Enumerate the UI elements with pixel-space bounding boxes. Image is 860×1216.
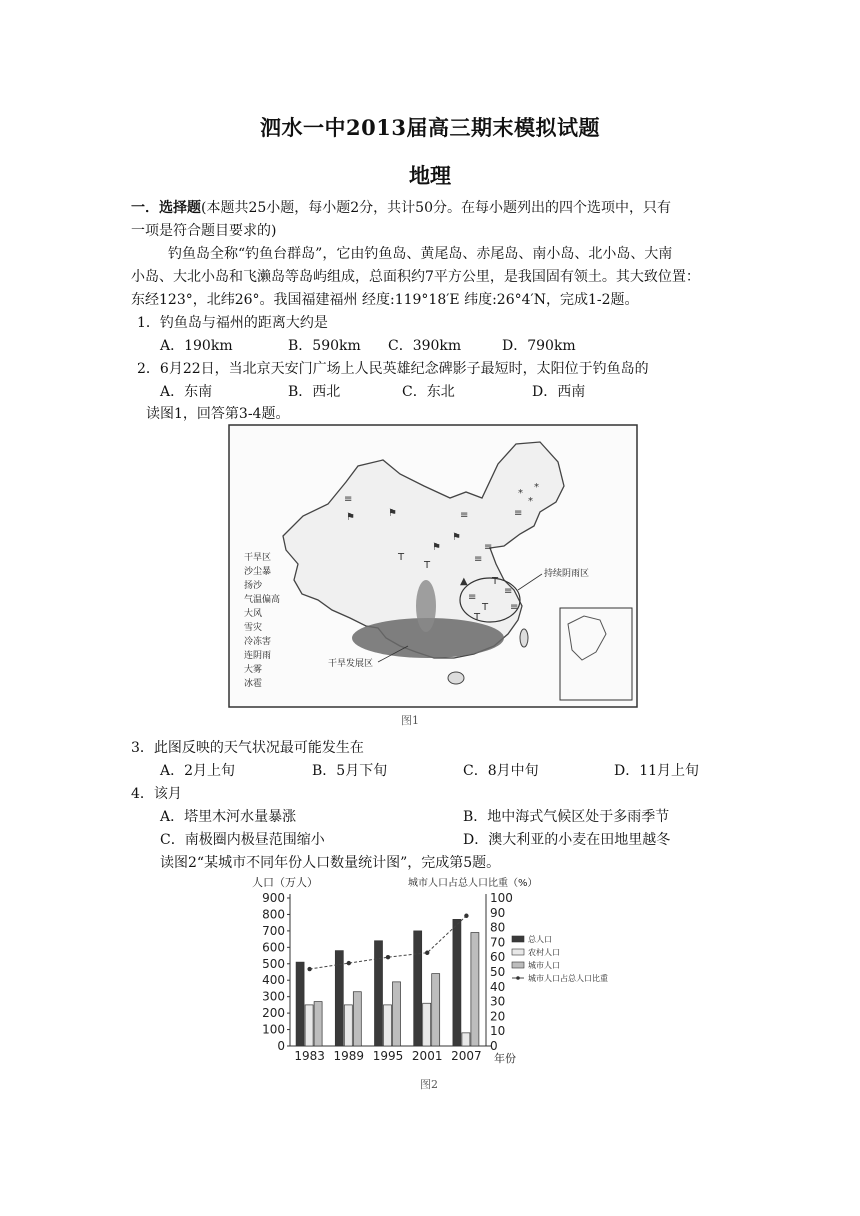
- q1-option-b: B．590km: [288, 338, 361, 354]
- chart-bar-urban: [353, 992, 361, 1046]
- taiwan-island: [520, 629, 528, 647]
- legend-fog: 大雾: [244, 665, 263, 675]
- chart-bar-rural: [384, 1005, 392, 1046]
- label-drought-area: 干旱发展区: [328, 659, 374, 669]
- chart-legend-label: 城市人口占总人口比重: [528, 974, 608, 983]
- chart-x-axis-label: 年份: [494, 1052, 516, 1065]
- svg-text:⚑: ⚑: [346, 512, 355, 523]
- svg-text:T: T: [482, 602, 489, 613]
- chart-point-urban-ratio: [386, 955, 390, 959]
- chart-point-urban-ratio: [307, 967, 311, 971]
- chart-y-tick-label: 600: [262, 940, 285, 955]
- svg-text:≡: ≡: [468, 592, 477, 603]
- exam-title: 泗水一中2013届高三期末模拟试题: [260, 115, 600, 140]
- chart-y-tick-label: 700: [262, 923, 285, 938]
- svg-text:≡: ≡: [344, 494, 353, 505]
- chart-legend-marker: [516, 976, 520, 980]
- chart-y-tick-label: 500: [262, 956, 285, 971]
- svg-text:*: *: [528, 496, 533, 507]
- chart-legend-label: 农村人口: [528, 948, 560, 957]
- legend-snow: 雪灾: [244, 623, 263, 633]
- legend-drought: 干旱区: [244, 553, 272, 563]
- label-rain-area: 持续阴雨区: [544, 569, 590, 579]
- chart-bar-rural: [305, 1005, 313, 1046]
- chart-y-axis-label: 人口（万人）: [252, 876, 318, 889]
- q4-option-c: C．南极圈内极昼范围缩小: [160, 832, 325, 848]
- q3-option-a: A．2月上旬: [160, 763, 236, 779]
- section-instructions: [131, 198, 671, 218]
- svg-text:T: T: [424, 560, 431, 571]
- q1-option-c: C．390km: [388, 338, 462, 354]
- drought-zone-west: [416, 580, 436, 632]
- chart-y-tick-label: 900: [262, 891, 285, 905]
- chart-y2-tick-label: 90: [490, 905, 506, 920]
- q3-option-c: C．8月中旬: [463, 763, 539, 779]
- q1-option-a: A．190km: [160, 338, 233, 354]
- chart-y-tick-label: 800: [262, 907, 285, 922]
- chart-bar-rural: [423, 1003, 431, 1046]
- q2-stem: 2．6月22日，当北京天安门广场上人民英雄纪念碑影子最短时，太阳位于钓鱼岛的: [137, 361, 649, 377]
- svg-text:≡: ≡: [504, 586, 513, 597]
- chart-bar-total: [296, 962, 304, 1046]
- figure-1-caption: 图1: [401, 714, 419, 727]
- chart-bar-rural: [462, 1033, 470, 1046]
- legend-high-temp: 气温偏高: [244, 595, 281, 605]
- chart-y2-tick-label: 0: [490, 1039, 498, 1053]
- q2-option-b: B．西北: [288, 384, 341, 400]
- q1-option-d: D．790km: [502, 338, 576, 354]
- chart-bar-total: [414, 931, 422, 1046]
- fig1-intro: 读图1，回答第3-4题。: [146, 406, 290, 422]
- chart-legend-swatch: [512, 936, 524, 942]
- chart-line-urban-ratio: [310, 916, 467, 969]
- legend-rain: 连阴雨: [244, 651, 272, 661]
- chart-legend-swatch: [512, 962, 524, 968]
- q4-option-a: A．塔里木河水量暴涨: [160, 809, 297, 825]
- svg-text:*: *: [518, 488, 523, 499]
- chart-x-tick-label: 2007: [451, 1049, 482, 1063]
- svg-text:≡: ≡: [460, 510, 469, 521]
- inset-frame: [560, 608, 632, 700]
- passage-line-1: 钓鱼岛全称“钓鱼台群岛”，它由钓鱼岛、黄尾岛、赤尾岛、南小岛、北小岛、大南: [168, 246, 673, 262]
- q4-option-b: B．地中海式气候区处于多雨季节: [463, 809, 670, 825]
- chart-y2-tick-label: 70: [490, 935, 506, 950]
- section-heading: 一．选择题: [131, 200, 201, 216]
- q3-option-d: D．11月上旬: [614, 763, 700, 779]
- subject-title: 地理: [409, 163, 451, 188]
- svg-text:⚑: ⚑: [452, 532, 461, 543]
- legend-blowing-sand: 扬沙: [244, 581, 263, 591]
- chart-x-tick-label: 1989: [333, 1049, 365, 1063]
- svg-text:T: T: [398, 552, 405, 563]
- chart-point-urban-ratio: [464, 914, 468, 918]
- q3-option-b: B．5月下旬: [312, 763, 388, 779]
- chart-y-tick-label: 200: [262, 1006, 285, 1021]
- figure-2-chart: [248, 872, 618, 1072]
- chart-y-tick-label: 400: [262, 973, 285, 988]
- chart-y2-tick-label: 50: [490, 965, 506, 979]
- chart-point-urban-ratio: [347, 961, 351, 965]
- svg-text:▲: ▲: [460, 576, 468, 587]
- chart-bar-urban: [432, 974, 440, 1046]
- legend-frost: 冷冻害: [244, 637, 272, 647]
- passage-line-2: 小岛、大北小岛和飞濑岛等岛屿组成，总面积约7平方公里，是我国固有领土。其大致位置：: [131, 269, 700, 285]
- section-instructions-cont: 一项是符合题目要求的): [131, 223, 277, 239]
- chart-legend-label: 城市人口: [528, 961, 560, 970]
- q3-stem: 3．此图反映的天气状况最可能发生在: [131, 740, 364, 756]
- chart-y2-tick-label: 10: [490, 1024, 506, 1039]
- chart-bar-total: [375, 941, 383, 1046]
- legend-hail: 冰雹: [244, 679, 263, 689]
- chart-y2-tick-label: 40: [490, 979, 506, 994]
- chart-y2-axis-label: 城市人口占总人口比重（%）: [408, 878, 538, 889]
- svg-text:T: T: [492, 576, 499, 587]
- svg-text:T: T: [474, 612, 481, 623]
- svg-text:*: *: [534, 482, 539, 493]
- chart-y2-tick-label: 30: [490, 994, 506, 1009]
- legend-wind: 大风: [244, 609, 263, 619]
- chart-legend-label: 总人口: [528, 935, 552, 944]
- chart-y2-tick-label: 80: [490, 920, 506, 935]
- q4-option-d: D．澳大利亚的小麦在田地里越冬: [463, 832, 671, 848]
- svg-text:≡: ≡: [510, 602, 519, 613]
- chart-point-urban-ratio: [425, 951, 429, 955]
- q1-stem: 1．钓鱼岛与福州的距离大约是: [137, 315, 328, 331]
- chart-y-tick-label: 0: [277, 1039, 285, 1053]
- chart-bar-total: [453, 919, 461, 1046]
- chart-x-tick-label: 2001: [411, 1049, 443, 1063]
- chart-y-tick-label: 300: [262, 989, 285, 1004]
- figure-2-caption: 图2: [420, 1078, 438, 1091]
- svg-text:≡: ≡: [474, 554, 483, 565]
- chart-bar-urban: [393, 982, 401, 1046]
- svg-text:≡: ≡: [514, 508, 523, 519]
- chart-bar-urban: [314, 1002, 322, 1046]
- chart-y2-tick-label: 20: [490, 1009, 506, 1024]
- q2-option-c: C．东北: [402, 384, 455, 400]
- chart-y-tick-label: 100: [262, 1022, 285, 1037]
- chart-y2-tick-label: 100: [490, 891, 513, 905]
- hainan-island: [448, 672, 464, 684]
- svg-text:⚑: ⚑: [432, 542, 441, 553]
- chart-x-tick-label: 1995: [372, 1049, 404, 1063]
- chart-bar-rural: [344, 1005, 352, 1046]
- chart-bar-urban: [471, 933, 479, 1046]
- q2-option-d: D．西南: [532, 384, 586, 400]
- chart-x-tick-label: 1983: [294, 1049, 325, 1063]
- chart-legend-swatch: [512, 949, 524, 955]
- fig2-intro: 读图2“某城市不同年份人口数量统计图”，完成第5题。: [160, 855, 501, 871]
- legend-sandstorm: 沙尘暴: [244, 567, 272, 577]
- figure-1-map: [228, 424, 638, 708]
- chart-y2-tick-label: 60: [490, 950, 506, 965]
- section-instructions-text: (本题共25小题，每小题2分，共计50分。在每小题列出的四个选项中，只有: [201, 200, 671, 216]
- q4-stem: 4．该月: [131, 786, 182, 802]
- passage-line-3: 东经123°，北纬26°。我国福建福州 经度:119°18′E 纬度:26°4′N，完成1-2题。: [131, 292, 639, 308]
- q2-option-a: A．东南: [160, 384, 213, 400]
- svg-text:≡: ≡: [484, 542, 493, 553]
- svg-text:⚑: ⚑: [388, 508, 397, 519]
